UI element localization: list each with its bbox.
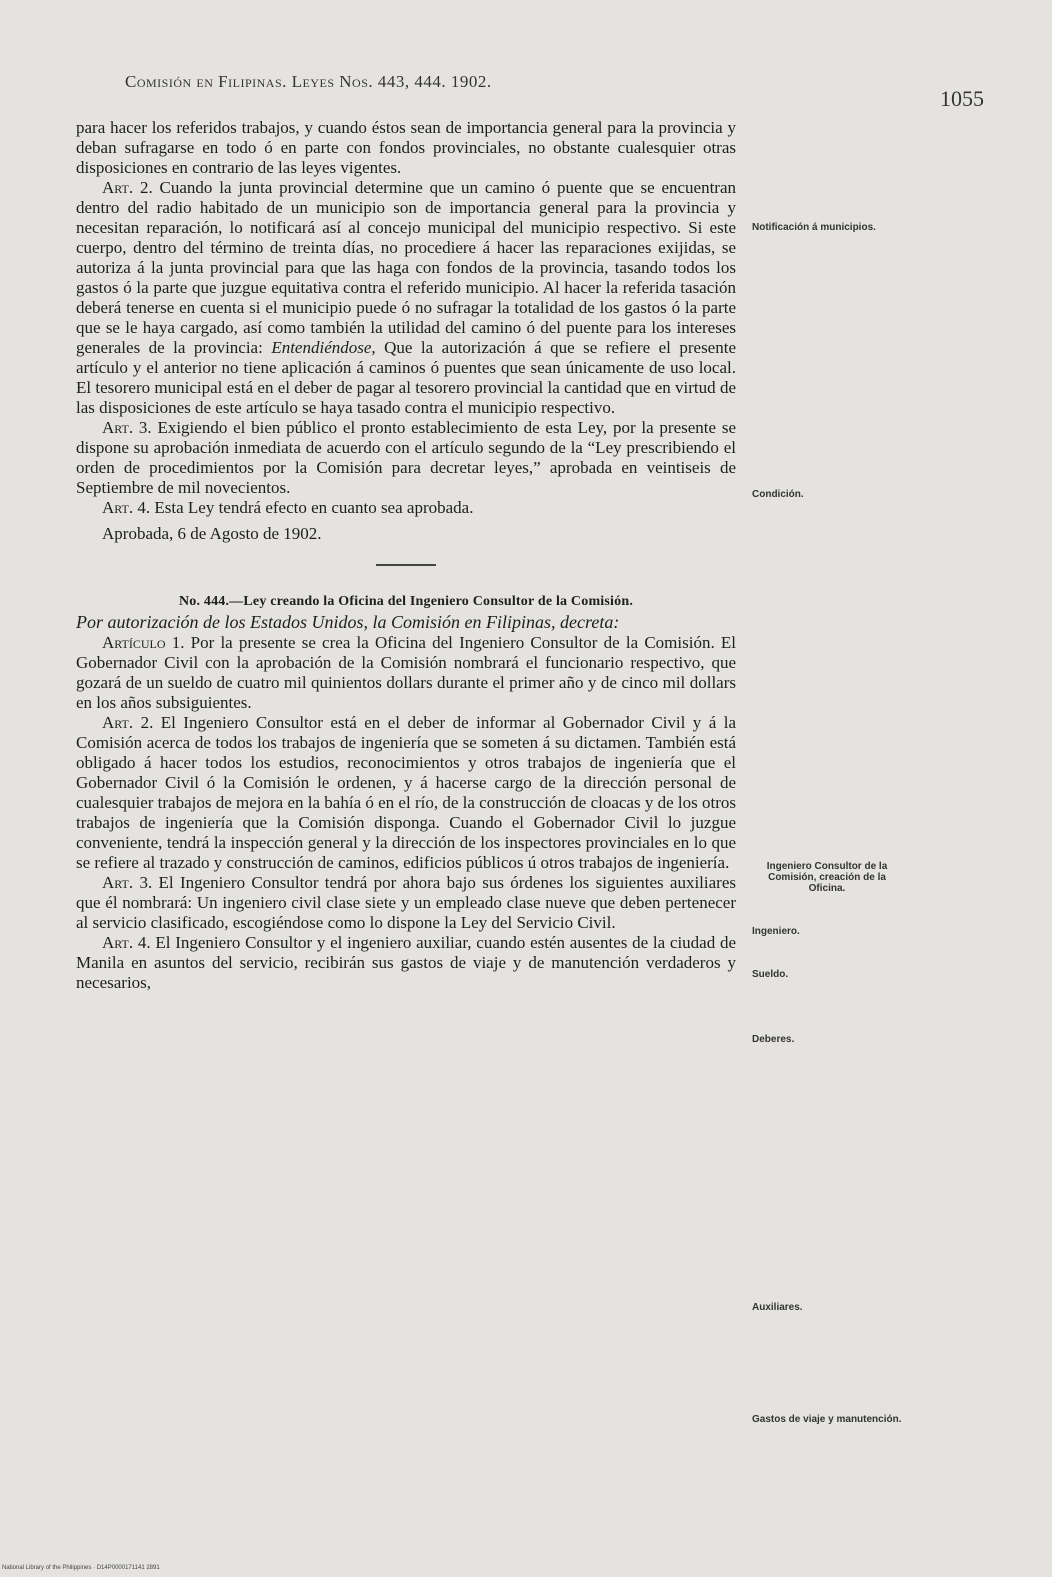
article-text: El Ingeniero Consultor está en el deber de informar al Gobernador Civil y á la Comisión acerca de todos los trabajos de ingeniería que se someten á su dictamen. También está obligado á hacer todos los estudios, reconocimientos y otros trabajos de ingeniería que el Gobernador Civil ó la Comisión le ordenen, y á hacerse cargo de la dirección personal de cualesquier trabajos de mejora en la bahía ó en el río, de la construcción de cloacas y de los otros trabajos de ingeniería que la Comisión disponga. Cuando el Gobernador Civil lo juzgue conveniente, tendrá la inspección general y la dirección de los inspectores provinciales en lo que se refiere al trazado y construcción de caminos, edificios públicos ú otros trabajos de ingeniería. [76,713,736,872]
article-italic-term: Entendiéndose, [271,338,376,357]
article-text: Por la presente se crea la Oficina del Ingeniero Consultor de la Comisión. El Gobernador Civil con la aprobación de la Comisión nombrará el funcionario respectivo, que gozará de un sueldo de cuatro mil quinientos dollars durante el primer año y de cinco mil dollars en los años subsiguientes. [76,633,736,712]
law-title: No. 444.—Ley creando la Oficina del Ingeniero Consultor de la Comisión. [178,594,634,609]
law444-article-1 [76,633,736,713]
article-text: El Ingeniero Consultor tendrá por ahora bajo sus órdenes los siguientes auxiliares que él nombrará: Un ingeniero civil clase siete y un empleado clase nueve que deben pertenecer al servicio clasificado, escogiéndose como lo dispone la Ley del Servicio Civil. [76,873,737,932]
article-text: Cuando la junta provincial determine que un camino ó puente que se encuentran dentro del radio habitado de un municipio son de importancia general para la provincia y necesitan reparación, lo notificará así al concejo municipal del municipio respectivo. Si este cuerpo, dentro del término de treinta días, no procediere á hacer las reparaciones exijidas, se autoriza á la junta provincial para que las haga con fondos de la provincia, tasando todos los gastos ó la parte que juzgue equitativa contra el referido municipio. Al hacer la referida tasación deberá tenerse en cuenta si el municipio puede ó no sufragar la totalidad de los gastos ó la parte que se le haya cargado, así como también la utilidad del camino ó del puente para los intereses generales de la provincia: [76,178,737,357]
article-label: Art. 4. [102,498,151,517]
section-divider [376,564,436,566]
body-text [76,118,736,993]
article-label: Art. 3. [102,418,152,437]
article-label: Art. 2. [102,178,153,197]
running-header: Comisión en Filipinas. Leyes Nos. 443, 444. 1902. [125,72,492,91]
article-label: Art. 3. [102,873,153,892]
article-label: Art. 2. [102,713,154,732]
article-text: El Ingeniero Consultor y el ingeniero auxiliar, cuando estén ausentes de la ciudad de Manila en asuntos del servicio, recibirán sus gastos de viaje y de manutención verdaderos y necesarios, [76,933,736,992]
margin-note-auxiliares: Auxiliares. [752,1302,803,1313]
article-label: Artículo 1. [102,633,185,652]
paragraph-continued: para hacer los referidos trabajos, y cuando éstos sean de importancia general para la provincia y deban sufragarse en todo ó en parte con fondos provinciales, no obstante cualesquier otras disposiciones en contrario de las leyes vigentes. [76,118,736,177]
article-text: Exigiendo el bien público el pronto establecimiento de esta Ley, por la presente se dispone su aprobación inmediata de acuerdo con el artículo segundo de la “Ley prescribiendo el orden de procedimientos por la Comisión para decretar leyes,” aprobada en veintiseis de Septiembre de mil novecientos. [76,418,736,497]
law444-article-3 [76,873,736,933]
law444-article-4 [76,933,736,993]
enacting-clause: Por autorización de los Estados Unidos, la Comisión en Filipinas, decreta: [76,612,620,632]
article-text: Esta Ley tendrá efecto en cuanto sea aprobada. [150,498,474,517]
margin-note-notificacion: Notificación á municipios. [752,222,876,233]
margin-note-ingeniero-consultor: Ingeniero Consultor de la Comisión, creación de la Oficina. [766,861,888,894]
article-label: Art. 4. [102,933,151,952]
law444-article-2 [76,713,736,873]
margin-note-condicion: Condición. [752,489,804,500]
law443-article-2 [76,178,736,418]
margin-note-ingeniero: Ingeniero. [752,926,800,937]
law443-article-3 [76,418,736,498]
article-text: Que la autorización á que se refiere el presente artículo y el anterior no tiene aplicación á caminos ó puentes que sean únicamente de uso local. El tesorero municipal está en el deber de pagar al tesorero provincial la cantidad que en virtud de las disposiciones de este artículo se haya tasado contra el municipio respectivo. [76,338,736,417]
margin-note-gastos: Gastos de viaje y manutención. [752,1414,902,1425]
approval-date: Aprobada, 6 de Agosto de 1902. [102,524,322,543]
page-number: 1055 [940,86,984,111]
law443-article-4 [76,498,736,518]
scan-footer: National Library of the Philippines · D14P0000171141 2891 [2,1565,160,1571]
margin-note-sueldo: Sueldo. [752,969,789,980]
margin-note-deberes: Deberes. [752,1034,795,1045]
